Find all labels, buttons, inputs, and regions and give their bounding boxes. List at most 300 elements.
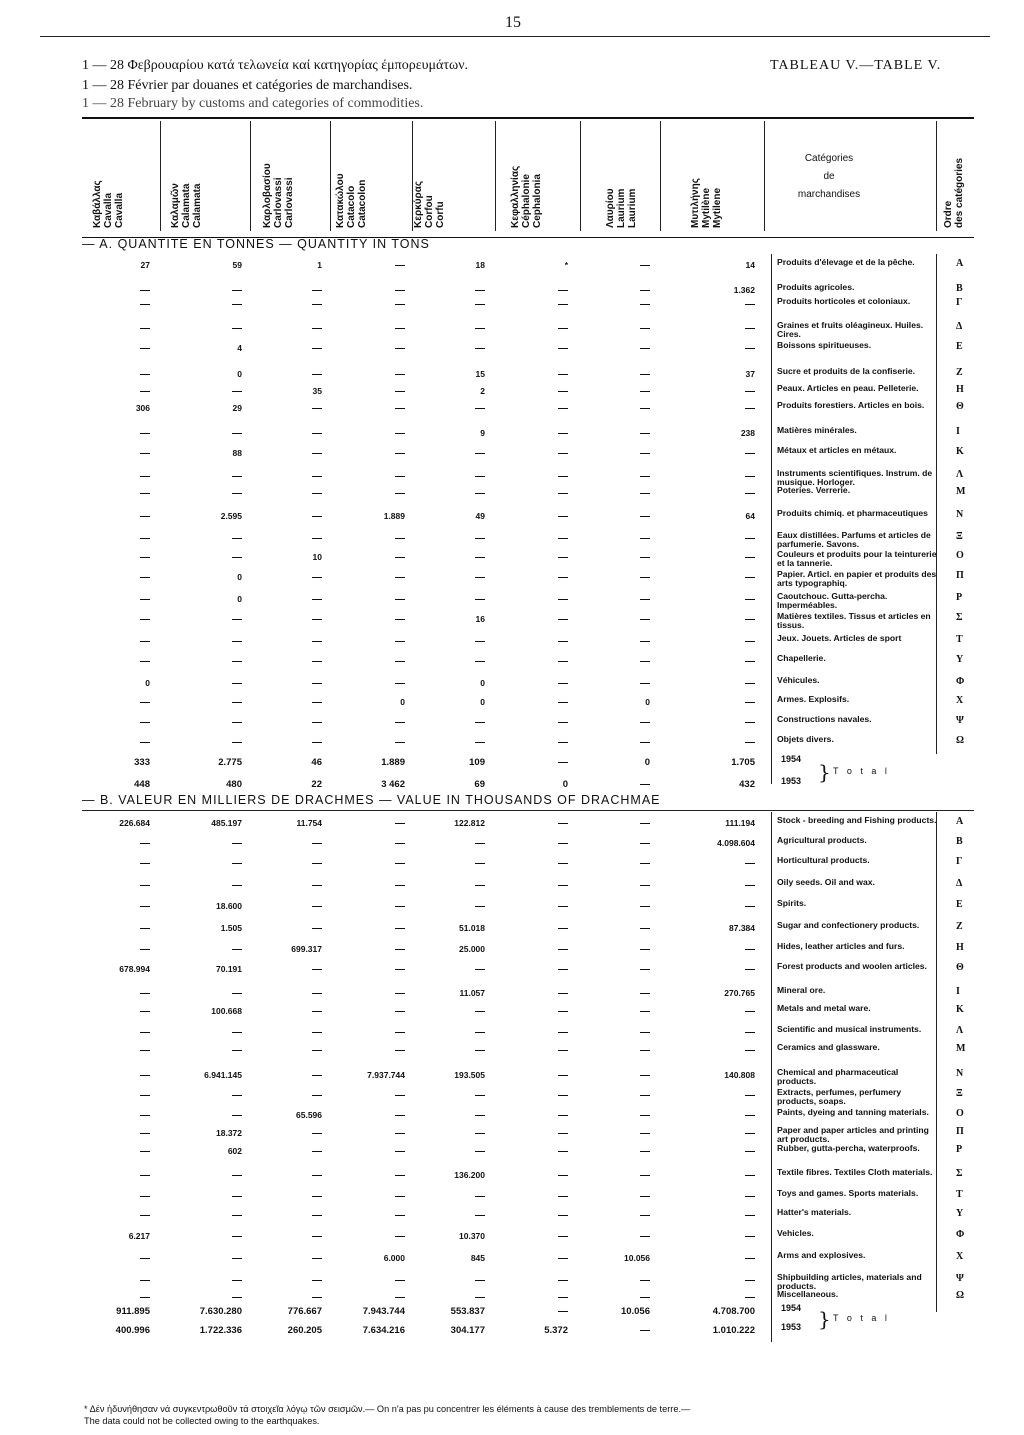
value-cell: 7.937.744 — [367, 1070, 405, 1080]
dash-mark — [232, 722, 242, 723]
dash-mark — [475, 1032, 485, 1033]
quantity-cell — [312, 594, 322, 604]
quantity-total-cell: 2.775 — [218, 757, 242, 768]
quantity-cell — [745, 697, 755, 707]
dash-mark — [312, 516, 322, 517]
value-order-letter: P — [956, 1144, 963, 1155]
dash-mark — [232, 1236, 242, 1237]
value-row — [0, 941, 1024, 954]
value-row — [0, 961, 1024, 974]
dash-mark — [640, 453, 650, 454]
quantity-category-label: Produits d'élevage et de la pêche. — [777, 257, 915, 267]
dash-mark — [395, 577, 405, 578]
dash-mark — [140, 1215, 150, 1216]
dash-mark — [640, 1236, 650, 1237]
value-cell — [745, 1253, 755, 1263]
value-total-row — [0, 1303, 1024, 1317]
footnote-greek-french: * Δέν ἠδυνήθησαν νά συγκεντρωθοῦν τά στοιχεῖα λόγῳ τῶν σεισμῶν.— On n'a pas pu concentrer les éléments à cause des tremblements de terre.— — [84, 1404, 691, 1414]
quantity-cell: 0 — [237, 572, 242, 582]
dash-mark — [395, 906, 405, 907]
quantity-cell — [558, 572, 568, 582]
value-category-label: Stock - breeding and Fishing products. — [777, 815, 937, 825]
column-header-fr: Corfou — [424, 195, 435, 228]
value-cell — [232, 944, 242, 954]
section-b-title: — B. VALEUR EN MILLIERS DE DRACHMES — VALUE IN THOUSANDS OF DRACHMAE — [82, 793, 661, 807]
dash-mark — [558, 1115, 568, 1116]
quantity-cell — [395, 448, 405, 458]
quantity-cell — [558, 697, 568, 707]
dash-mark — [140, 702, 150, 703]
value-cell — [558, 1045, 568, 1055]
value-cell: 136.200 — [454, 1170, 485, 1180]
value-cell: 6.941.145 — [204, 1070, 242, 1080]
dash-mark — [232, 843, 242, 844]
value-row — [0, 877, 1024, 889]
dash-mark — [232, 641, 242, 642]
quantity-cell: 16 — [475, 614, 485, 624]
value-cell — [140, 1170, 150, 1180]
value-cell — [232, 1045, 242, 1055]
quantity-cell — [558, 369, 568, 379]
value-row — [0, 1228, 1024, 1241]
value-cell — [640, 1146, 650, 1156]
column-divider — [412, 121, 413, 231]
dash-mark — [140, 433, 150, 434]
quantity-cell — [558, 299, 568, 309]
value-cell — [745, 1006, 755, 1016]
dash-mark — [640, 1133, 650, 1134]
dash-mark — [232, 742, 242, 743]
value-cell — [312, 1191, 322, 1201]
quantity-cell — [312, 533, 322, 543]
value-row — [0, 1087, 1024, 1106]
value-cell — [745, 944, 755, 954]
quantity-cell — [558, 471, 568, 481]
dash-mark — [140, 557, 150, 558]
value-cell — [640, 818, 650, 828]
value-category-label: Shipbuilding articles, materials and products. — [777, 1272, 922, 1291]
dash-mark — [745, 1258, 755, 1259]
value-cell: 678.994 — [119, 964, 150, 974]
value-category-label: Mineral ore. — [777, 985, 826, 995]
dash-mark — [640, 1011, 650, 1012]
dash-mark — [232, 493, 242, 494]
value-order-letter: K — [956, 1004, 964, 1015]
dash-mark — [140, 328, 150, 329]
dash-mark — [395, 1032, 405, 1033]
section-b-rule — [82, 810, 974, 811]
dash-mark — [558, 702, 568, 703]
dash-mark — [475, 290, 485, 291]
value-cell — [312, 1070, 322, 1080]
quantity-cell — [558, 403, 568, 413]
value-category-label: Hatter's materials. — [777, 1207, 852, 1217]
dash-mark — [745, 1196, 755, 1197]
quantity-cell — [558, 656, 568, 666]
dash-mark — [140, 843, 150, 844]
value-cell — [232, 1210, 242, 1220]
dash-mark — [395, 348, 405, 349]
dash-mark — [312, 702, 322, 703]
dash-mark — [395, 949, 405, 950]
dash-mark — [640, 476, 650, 477]
section-a-title: — A. QUANTITE EN TONNES — QUANTITY IN TONS — [82, 237, 430, 251]
quantity-cell — [640, 678, 650, 688]
value-cell — [475, 1006, 485, 1016]
quantity-cell: 4 — [237, 343, 242, 353]
value-category-label: Metals and metal ware. — [777, 1003, 871, 1013]
value-total-cell: 553.837 — [450, 1306, 485, 1317]
column-header-gr: Καβάλλας — [92, 180, 103, 228]
column-header-cavalla — [92, 124, 125, 228]
dash-mark — [312, 328, 322, 329]
dash-mark — [312, 577, 322, 578]
value-cell — [140, 1110, 150, 1120]
value-cell — [558, 838, 568, 848]
dash-mark — [475, 328, 485, 329]
dash-mark — [558, 619, 568, 620]
dash-mark — [558, 1297, 568, 1298]
dash-mark — [312, 1236, 322, 1237]
quantity-cell — [395, 717, 405, 727]
quantity-cell — [475, 572, 485, 582]
quantity-cell — [558, 737, 568, 747]
value-total-cell: 776.667 — [287, 1306, 322, 1317]
quantity-cell: 35 — [312, 386, 322, 396]
value-cell — [312, 1170, 322, 1180]
dash-mark — [745, 599, 755, 600]
quantity-row — [0, 320, 1024, 339]
table-label: TABLEAU V.—TABLE V. — [770, 58, 942, 73]
value-row — [0, 1167, 1024, 1180]
value-cell — [475, 880, 485, 890]
quantity-cell — [745, 471, 755, 481]
quantity-row — [0, 383, 1024, 396]
value-order-letter: O — [956, 1108, 964, 1119]
dash-mark — [140, 1011, 150, 1012]
value-cell — [395, 1170, 405, 1180]
dash-mark — [140, 949, 150, 950]
column-header-fr: Cavalla — [103, 192, 114, 228]
dash-mark — [640, 784, 650, 785]
quantity-category-label: Caoutchouc. Gutta-percha. Imperméables. — [777, 591, 888, 610]
dash-mark — [558, 391, 568, 392]
dash-mark — [558, 928, 568, 929]
quantity-cell: 37 — [745, 369, 755, 379]
dash-mark — [640, 1075, 650, 1076]
quantity-cell — [312, 717, 322, 727]
dash-mark — [140, 619, 150, 620]
quantity-cell — [475, 717, 485, 727]
column-header-corfu — [413, 124, 446, 228]
dash-mark — [475, 742, 485, 743]
quantity-total-row — [0, 754, 1024, 768]
quantity-cell — [395, 285, 405, 295]
value-cell: 602 — [227, 1146, 242, 1156]
dash-mark — [745, 453, 755, 454]
quantity-cell — [140, 656, 150, 666]
quantity-cell — [140, 323, 150, 333]
dash-mark — [640, 722, 650, 723]
dash-mark — [312, 304, 322, 305]
dash-mark — [312, 476, 322, 477]
dash-mark — [395, 265, 405, 266]
quantity-cell — [312, 299, 322, 309]
quantity-cell — [745, 386, 755, 396]
quantity-cell — [312, 488, 322, 498]
value-cell — [312, 1253, 322, 1263]
quantity-order-letter: E — [956, 341, 963, 352]
dash-mark — [640, 641, 650, 642]
quantity-cell — [640, 488, 650, 498]
dash-mark — [140, 493, 150, 494]
dash-mark — [640, 557, 650, 558]
value-cell — [232, 988, 242, 998]
value-cell — [475, 1110, 485, 1120]
dash-mark — [312, 722, 322, 723]
quantity-cell — [558, 428, 568, 438]
column-header-en: Cavalla — [114, 192, 125, 228]
quantity-row — [0, 282, 1024, 295]
value-cell — [745, 1045, 755, 1055]
quantity-cell: 64 — [745, 511, 755, 521]
vertical-rule — [936, 812, 937, 1312]
dash-mark — [640, 863, 650, 864]
value-cell — [475, 1191, 485, 1201]
value-row — [0, 898, 1024, 911]
quantity-row — [0, 611, 1024, 630]
dash-mark — [640, 1280, 650, 1281]
value-cell — [558, 1170, 568, 1180]
value-category-label: Forest products and woolen articles. — [777, 961, 927, 971]
value-cell — [312, 880, 322, 890]
dash-mark — [475, 599, 485, 600]
value-cell — [640, 1231, 650, 1241]
quantity-row — [0, 485, 1024, 497]
quantity-cell — [558, 448, 568, 458]
value-order-letter: B — [956, 836, 963, 847]
quantity-cell — [640, 369, 650, 379]
quantity-cell — [140, 552, 150, 562]
value-cell — [745, 1231, 755, 1241]
quantity-cell — [640, 511, 650, 521]
quantity-cell — [558, 285, 568, 295]
column-divider — [936, 121, 937, 231]
quantity-row — [0, 653, 1024, 665]
quantity-order-letter: Δ — [956, 321, 963, 332]
value-cell: 18.372 — [216, 1128, 242, 1138]
quantity-cell: 27 — [140, 260, 150, 270]
value-cell — [558, 1210, 568, 1220]
column-header-mytilene — [690, 124, 723, 228]
dash-mark — [312, 493, 322, 494]
dash-mark — [745, 1236, 755, 1237]
quantity-cell — [232, 737, 242, 747]
dash-mark — [312, 863, 322, 864]
quantity-total-cell: 69 — [474, 779, 485, 790]
dash-mark — [395, 1133, 405, 1134]
value-cell — [232, 1191, 242, 1201]
value-cell — [558, 880, 568, 890]
value-cell — [558, 1191, 568, 1201]
dash-mark — [232, 885, 242, 886]
dash-mark — [232, 683, 242, 684]
dash-mark — [312, 1095, 322, 1096]
dash-mark — [312, 290, 322, 291]
order-header-line2: des catégories — [954, 157, 965, 228]
quantity-cell — [232, 323, 242, 333]
value-cell — [745, 858, 755, 868]
quantity-cell — [558, 717, 568, 727]
quantity-cell: 306 — [135, 403, 150, 413]
quantity-row — [0, 530, 1024, 549]
value-cell — [232, 880, 242, 890]
value-cell — [395, 880, 405, 890]
quantity-category-label: Graines et fruits oléagineux. Huiles. Cires. — [777, 320, 924, 339]
quantity-cell: 0 — [237, 369, 242, 379]
quantity-order-letter: M — [956, 486, 966, 497]
quantity-row — [0, 425, 1024, 438]
column-header-gr: Λαυρίου — [605, 188, 616, 228]
column-header-gr: Κατακώλου — [335, 173, 346, 228]
dash-mark — [745, 304, 755, 305]
quantity-cell — [232, 488, 242, 498]
value-row — [0, 1067, 1024, 1086]
dash-mark — [312, 433, 322, 434]
quantity-cell: 10 — [312, 552, 322, 562]
value-cell — [140, 1070, 150, 1080]
quantity-cell — [475, 299, 485, 309]
value-total-cell: 400.996 — [115, 1325, 150, 1336]
quantity-cell — [312, 737, 322, 747]
quantity-cell — [475, 471, 485, 481]
brace-mark: } — [818, 760, 831, 784]
value-cell — [140, 923, 150, 933]
dash-mark — [140, 1280, 150, 1281]
quantity-cell — [232, 428, 242, 438]
quantity-cell: 1.889 — [383, 511, 405, 521]
dash-mark — [558, 1050, 568, 1051]
quantity-cell — [475, 488, 485, 498]
value-order-letter: Π — [956, 1126, 964, 1137]
dash-mark — [312, 742, 322, 743]
dash-mark — [475, 1280, 485, 1281]
quantity-total-year: 1953 — [781, 776, 802, 786]
quantity-cell — [140, 533, 150, 543]
quantity-cell: 1.362 — [733, 285, 755, 295]
dash-mark — [395, 557, 405, 558]
value-category-label: Vehicles. — [777, 1228, 814, 1238]
quantity-cell — [745, 614, 755, 624]
column-header-gr: Μυτιλήνης — [690, 178, 701, 228]
quantity-cell — [745, 448, 755, 458]
dash-mark — [475, 1115, 485, 1116]
value-cell — [395, 1110, 405, 1120]
dash-mark — [640, 619, 650, 620]
dash-mark — [232, 1095, 242, 1096]
dash-mark — [140, 516, 150, 517]
dash-mark — [140, 577, 150, 578]
value-cell — [395, 1275, 405, 1285]
quantity-cell — [395, 369, 405, 379]
quantity-cell — [312, 428, 322, 438]
value-total-row — [0, 1322, 1024, 1336]
dash-mark — [745, 1011, 755, 1012]
value-order-letter: Γ — [956, 856, 963, 867]
quantity-cell — [140, 488, 150, 498]
dash-mark — [312, 969, 322, 970]
dash-mark — [312, 619, 322, 620]
dash-mark — [140, 661, 150, 662]
quantity-cell — [140, 471, 150, 481]
column-header-en: Carlovassi — [284, 177, 295, 228]
dash-mark — [232, 1032, 242, 1033]
quantity-cell — [312, 448, 322, 458]
dash-mark — [395, 391, 405, 392]
column-header-fr: Laurium — [616, 188, 627, 228]
quantity-cell — [395, 678, 405, 688]
dash-mark — [640, 969, 650, 970]
value-cell — [395, 1128, 405, 1138]
quantity-total-cell: 1.705 — [731, 757, 755, 768]
quantity-cell — [140, 299, 150, 309]
dash-mark — [558, 1236, 568, 1237]
column-header-en: Cephalonia — [532, 174, 543, 228]
quantity-cell — [640, 299, 650, 309]
value-cell — [312, 1231, 322, 1241]
quantity-order-letter: H — [956, 384, 964, 395]
quantity-cell — [745, 594, 755, 604]
quantity-cell — [475, 737, 485, 747]
quantity-cell — [558, 614, 568, 624]
dash-mark — [558, 516, 568, 517]
value-total-cell: 911.895 — [116, 1306, 150, 1317]
title-english-cut: 1 — 28 February by customs and categories of commodities. — [82, 96, 424, 111]
value-order-letter: A — [956, 816, 964, 827]
dash-mark — [640, 823, 650, 824]
quantity-cell — [395, 403, 405, 413]
dash-mark — [475, 577, 485, 578]
dash-mark — [475, 453, 485, 454]
quantity-cell: 18 — [475, 260, 485, 270]
dash-mark — [475, 722, 485, 723]
quantity-cell — [640, 656, 650, 666]
value-cell — [140, 1292, 150, 1302]
value-cell — [140, 1006, 150, 1016]
dash-mark — [745, 408, 755, 409]
dash-mark — [312, 1280, 322, 1281]
quantity-category-label: Couleurs et produits pour la teinturerie et la tannerie. — [777, 549, 937, 568]
value-cell — [640, 1128, 650, 1138]
total-label: T o t a l — [833, 1313, 890, 1323]
dash-mark — [558, 348, 568, 349]
quantity-cell: * — [564, 260, 568, 270]
dash-mark — [312, 683, 322, 684]
quantity-row — [0, 508, 1024, 521]
dash-mark — [640, 1151, 650, 1152]
quantity-total-cell: 109 — [469, 757, 485, 768]
quantity-cell — [558, 636, 568, 646]
quantity-row — [0, 549, 1024, 568]
quantity-cell — [232, 299, 242, 309]
quantity-cell — [745, 678, 755, 688]
value-row — [0, 1250, 1024, 1263]
quantity-cell — [232, 285, 242, 295]
value-cell — [558, 1128, 568, 1138]
value-cell — [395, 923, 405, 933]
dash-mark — [475, 843, 485, 844]
top-rule — [40, 36, 990, 37]
